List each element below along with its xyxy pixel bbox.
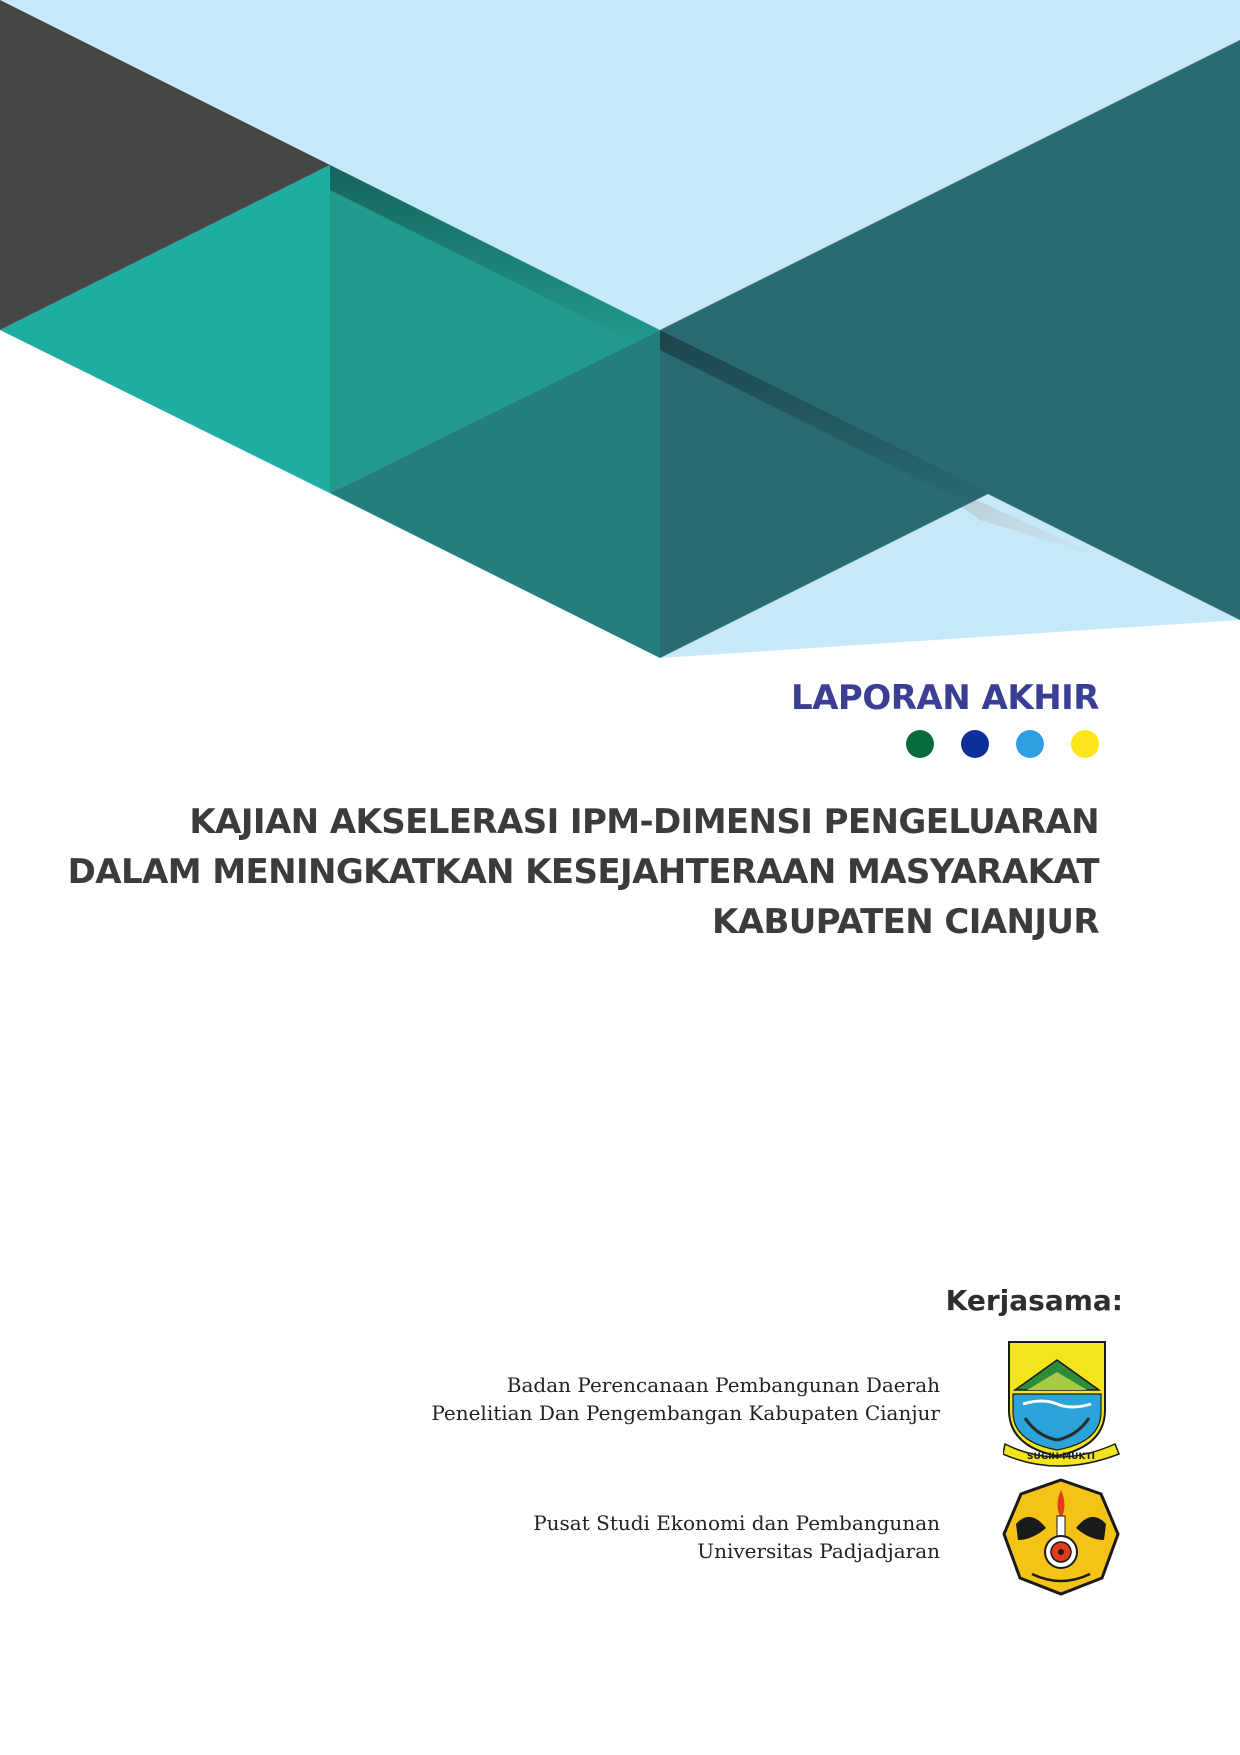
color-dots [906, 730, 1099, 758]
title-line-3: KABUPATEN CIANJUR [712, 902, 1099, 942]
dot-yellow [1071, 730, 1099, 758]
report-type-label: LAPORAN AKHIR [790, 678, 1099, 718]
report-title [68, 797, 1099, 947]
emblem-motto: SUGIH MUKTI [1027, 1452, 1095, 1462]
partner-1-line-2: Penelitian Dan Pengembangan Kabupaten Cianjur [431, 1401, 940, 1425]
partner-unpad-text [533, 1509, 940, 1565]
title-line-1: KAJIAN AKSELERASI IPM-DIMENSI PENGELUARAN [189, 802, 1099, 842]
partner-1-line-1: Badan Perencanaan Pembangunan Daerah [506, 1373, 940, 1397]
cover-geometric-banner [0, 0, 1240, 680]
cianjur-regency-emblem [1003, 1338, 1123, 1468]
dot-dark-green [906, 730, 934, 758]
cooperation-label: Kerjasama: [945, 1284, 1123, 1317]
partner-2-line-1: Pusat Studi Ekonomi dan Pembangunan [533, 1511, 940, 1535]
dot-navy-blue [961, 730, 989, 758]
dot-sky-blue [1016, 730, 1044, 758]
partner-2-line-2: Universitas Padjadjaran [697, 1539, 940, 1563]
partner-bappelitbangda-text [431, 1371, 940, 1427]
title-line-2: DALAM MENINGKATKAN KESEJAHTERAAN MASYARAKAT [67, 852, 1099, 892]
padjadjaran-university-emblem [1002, 1478, 1120, 1596]
